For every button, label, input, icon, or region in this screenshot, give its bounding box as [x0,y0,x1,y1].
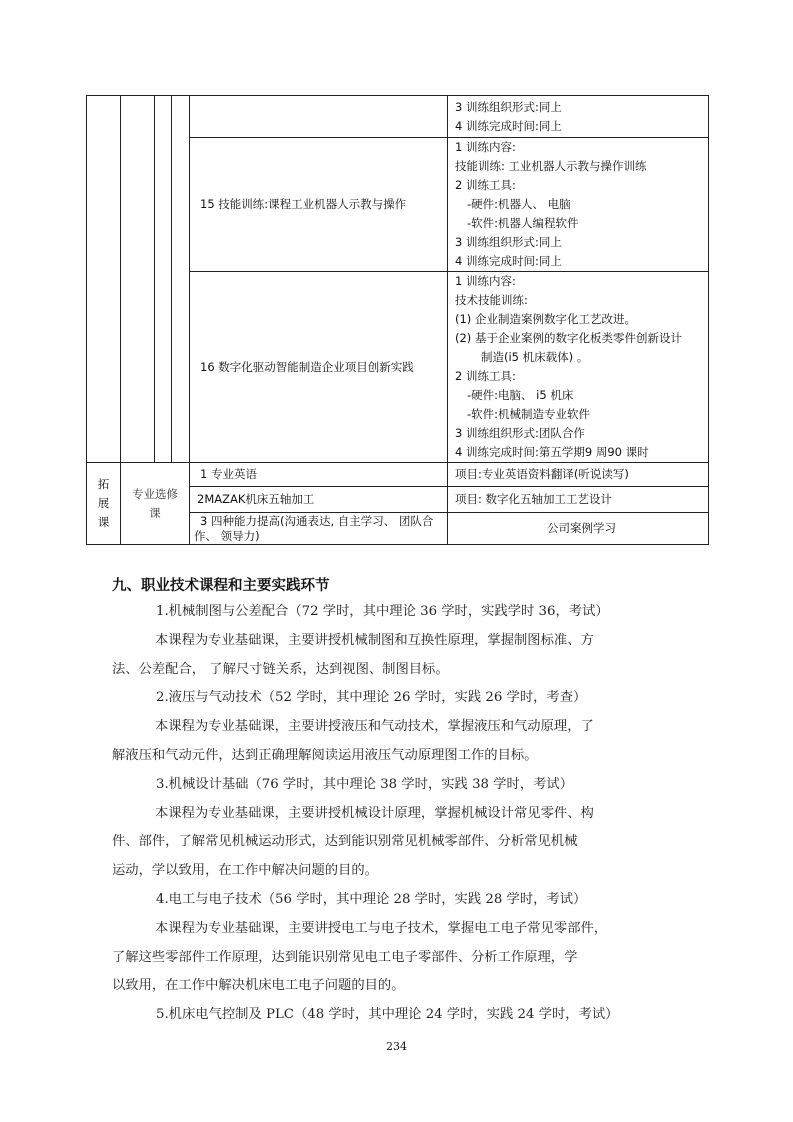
paragraph-line: 解液压和气动元件，达到正确理解阅读运用液压气动原理图工作的目标。 [112,747,538,763]
detail-line: (2) 基于企业案例的数字化板类零件创新设计 [455,331,682,345]
detail-line: 技能训练: 工业机器人示教与操作训练 [455,159,647,173]
training-details-cell [448,96,709,138]
training-details-cell [448,138,709,272]
detail-line: -硬件:电脑、 i5 机床 [467,388,574,402]
detail-line: -硬件:机器人、 电脑 [467,197,571,211]
course-line: 3 四种能力提高(沟通表达, 自主学习、 团队合 [200,513,434,528]
paragraph-line: 本课程为专业基础课，主要讲授机械设计原理，掌握机械设计常见零件、构 [155,805,594,821]
detail-line: 4 训练完成时间:同上 [455,254,562,268]
course-line: 作、 领导力) [194,528,260,543]
course-name-cell: 2MAZAK机床五轴加工 [190,487,448,513]
paragraph-line: 运动，学以致用，在工作中解决问题的目的。 [112,863,378,879]
elective-line: 课 [149,505,161,520]
course-name-cell: 1 专业英语 [190,463,448,487]
detail-line: 4 训练完成时间:同上 [455,118,562,133]
course-name-cell [190,513,448,545]
table-cell-empty [121,96,155,463]
table-cell-empty [87,96,121,463]
table-cell-empty [155,96,172,463]
detail-line: 技术技能训练: [455,293,528,307]
detail-line: 1 训练内容: [455,140,516,154]
paragraph-line: 本课程为专业基础课，主要讲授机械制图和互换性原理，掌握制图标准、方 [155,632,594,648]
table-row [87,463,709,487]
extension-char: 展 [97,496,110,510]
detail-line: (1) 企业制造案例数字化工艺改进。 [455,312,636,326]
course-project-cell: 公司案例学习 [448,513,709,545]
extension-char: 课 [97,515,110,529]
table-row [87,96,709,138]
course-title: 5.机床电气控制及 PLC（48 学时，其中理论 24 学时，实践 24 学时，考试） [156,1007,619,1023]
section-body [112,598,692,1030]
paragraph-line: 以致用，在工作中解决机床电工电子问题的目的。 [112,978,405,994]
detail-line: 3 训练组织形式:同上 [455,235,562,249]
paragraph-line: 本课程为专业基础课，主要讲授电工与电子技术，掌握电工电子常见零部件， [155,920,608,936]
course-project-cell: 项目: 数字化五轴加工工艺设计 [448,487,709,513]
detail-line: -软件:机械制造专业软件 [467,407,591,421]
detail-line: 1 训练内容: [455,274,516,288]
table-cell-empty [172,96,190,463]
project-name-cell: 16 数字化驱动智能制造企业项目创新实践 [190,272,448,463]
training-table [86,95,709,545]
table-cell-empty [190,96,448,138]
section-heading: 九、职业技术课程和主要实践环节 [112,578,330,594]
elective-course-label [121,463,190,545]
extension-char: 拓 [97,477,110,491]
detail-line: 2 训练工具: [455,369,516,383]
course-project-cell: 项目:专业英语资料翻译(听说读写) [448,463,709,487]
paragraph-line: 件、部件，了解常见机械运动形式，达到能识别常见机械零部件、分析常见机械 [112,834,578,850]
paragraph-line: 本课程为专业基础课，主要讲授液压和气动技术，掌握液压和气动原理，了 [155,719,594,735]
detail-line: 4 训练完成时间:第五学期9 周90 课时 [455,445,649,459]
page-number: 234 [386,1040,407,1053]
course-title: 4.电工与电子技术（56 学时，其中理论 28 学时，实践 28 学时，考试） [156,891,587,907]
detail-line: 2 训练工具: [455,178,516,192]
detail-line: 制造(i5 机床载体) 。 [481,350,589,364]
detail-line: 3 训练组织形式:团队合作 [455,426,585,440]
detail-line: -软件:机器人编程软件 [467,216,579,230]
paragraph-line: 了解这些零部件工作原理，达到能识别常见电工电子零部件、分析工作原理，学 [112,949,578,965]
course-title: 2.液压与气动技术（52 学时，其中理论 26 学时，实践 26 学时，考查） [156,690,587,706]
detail-line: 3 训练组织形式:同上 [455,99,562,114]
course-title: 3.机械设计基础（76 学时，其中理论 38 学时，实践 38 学时，考试） [156,776,574,792]
training-details-cell [448,272,709,463]
course-title: 1.机械制图与公差配合（72 学时，其中理论 36 学时，实践学时 36，考试） [156,604,609,619]
extension-course-label [87,463,121,545]
paragraph-line: 法、公差配合， 了解尺寸链关系，达到视图、制图目标。 [112,661,449,677]
elective-line: 专业选修 [132,486,178,501]
project-name-cell: 15 技能训练:课程工业机器人示教与操作 [190,138,448,272]
